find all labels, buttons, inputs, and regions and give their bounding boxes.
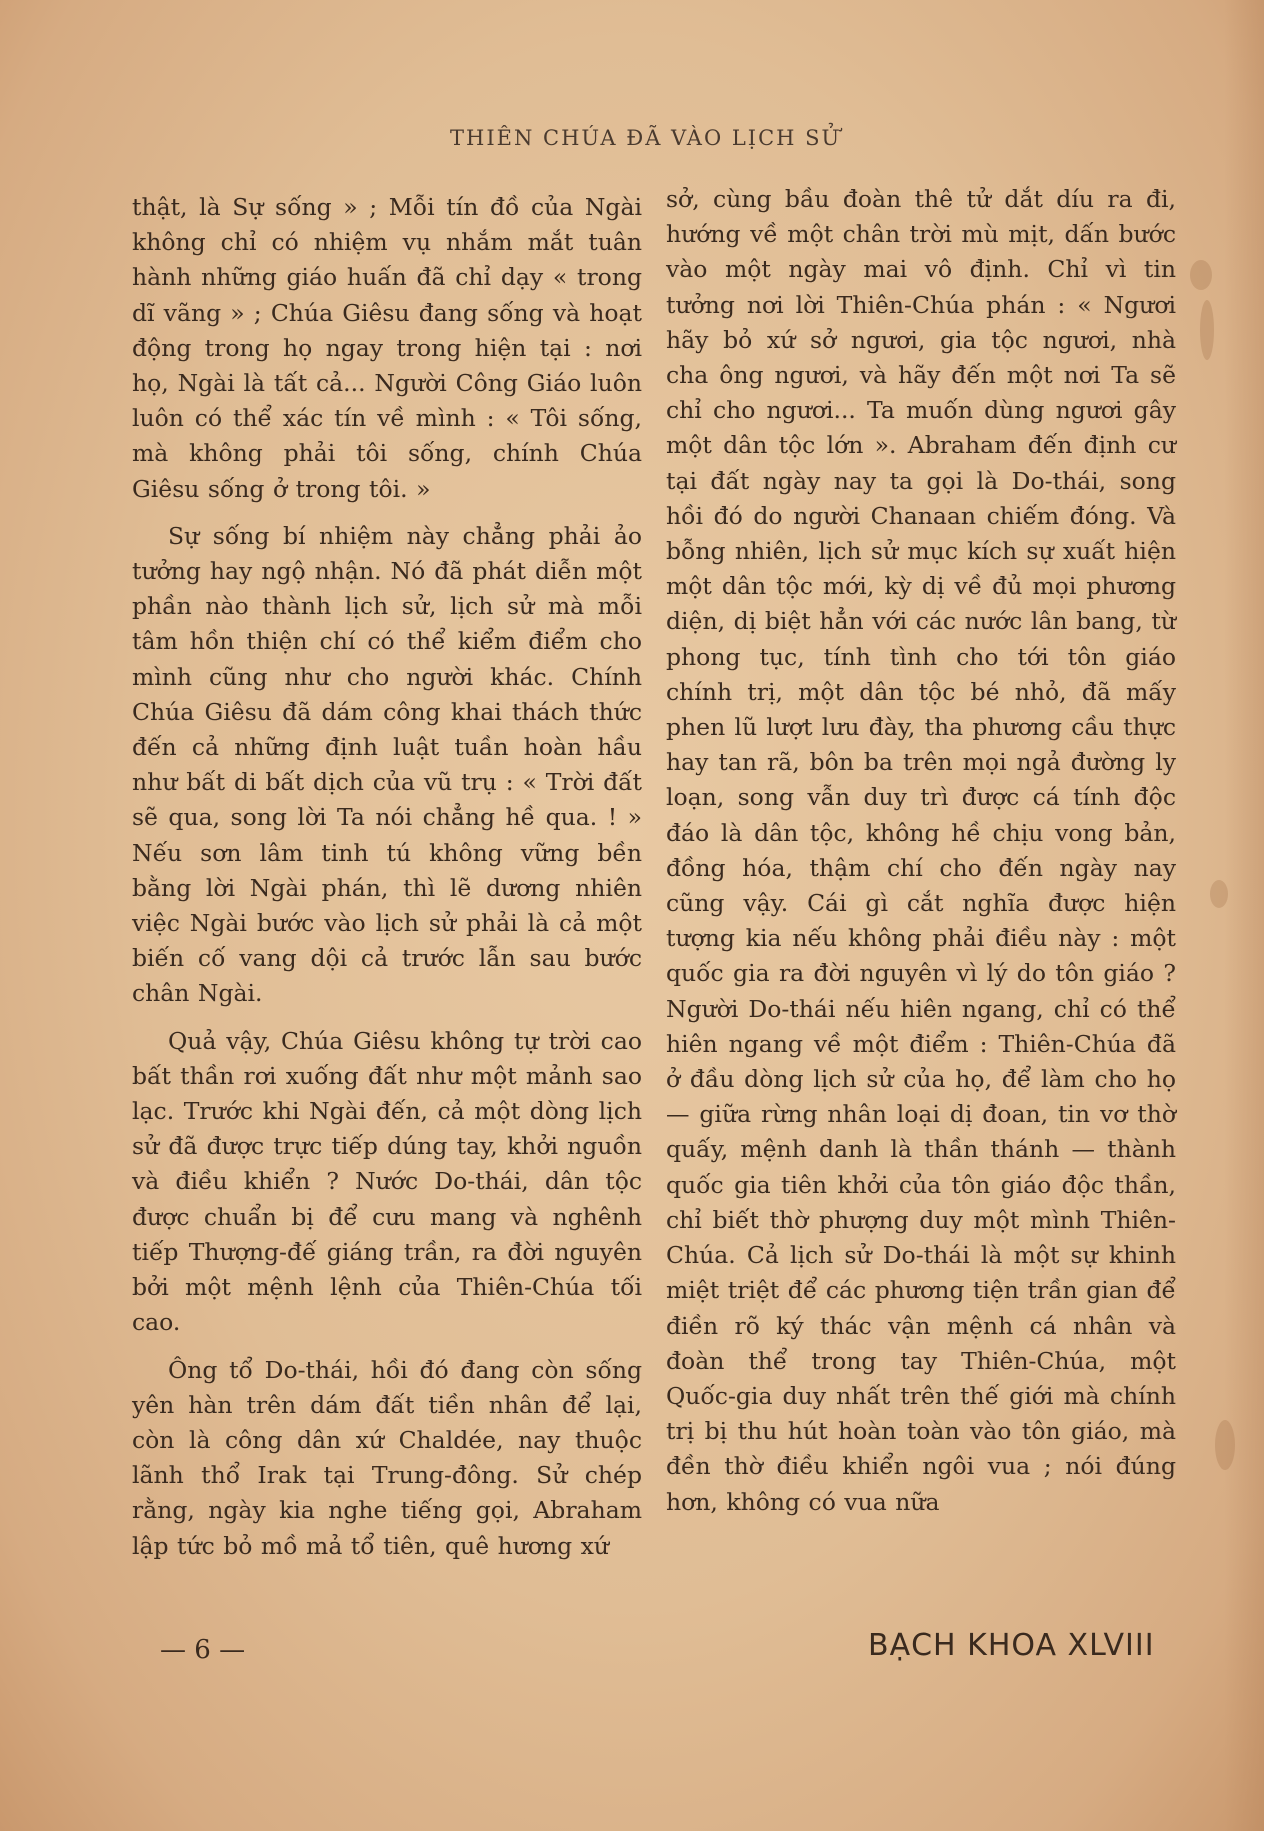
text-column-right xyxy=(666,182,1176,1520)
text-column-left xyxy=(132,190,642,1564)
paragraph: Sự sống bí nhiệm này chẳng phải ảo tưởng hay ngộ nhận. Nó đã phát diễn một phần nào thành lịch sử, lịch sử mà mỗi tâm hồn thiện chí có thể kiểm điểm cho mình cũng như cho người khác. Chính Chúa Giêsu đã dám công khai thách thức đến cả những định luật tuần hoàn hầu như bất di bất dịch của vũ trụ : « Trời đất sẽ qua, song lời Ta nói chẳng hề qua. ! » Nếu sơn lâm tinh tú không vững bền bằng lời Ngài phán, thì lẽ dương nhiên việc Ngài bước vào lịch sử phải là cả một biến cố vang dội cả trước lẫn sau bước chân Ngài. xyxy=(132,521,642,1008)
paragraph: thật, là Sự sống » ; Mỗi tín đồ của Ngài không chỉ có nhiệm vụ nhắm mắt tuân hành những giáo huấn đã chỉ dạy « trong dĩ vãng » ; Chúa Giêsu đang sống và hoạt động trong họ ngay trong hiện tại : nơi họ, Ngài là tất cả... Người Công Giáo luôn luôn có thể xác tín về mình : « Tôi sống, mà không phải tôi sống, chính Chúa Giêsu sống ở trong tôi. » xyxy=(132,193,642,503)
paper-stain xyxy=(1210,880,1228,908)
paper-stain xyxy=(1215,1420,1235,1470)
paragraph: Ông tổ Do-thái, hồi đó đang còn sống yên hàn trên dám đất tiền nhân để lại, còn là công dân xứ Chaldée, nay thuộc lãnh thổ Irak tại Trung-đông. Sử chép rằng, ngày kia nghe tiếng gọi, Abraham lập tức bỏ mồ mả tổ tiên, quê hương xứ xyxy=(132,1355,642,1560)
page-number: — 6 — xyxy=(160,1635,246,1665)
magazine-name: BẠCH KHOA XLVIII xyxy=(868,1628,1155,1663)
paragraph: sở, cùng bầu đoàn thê tử dắt díu ra đi, hướng về một chân trời mù mịt, dấn bước vào một ngày mai vô định. Chỉ vì tin tưởng nơi lời Thiên-Chúa phán : « Ngươi hãy bỏ xứ sở ngươi, gia tộc ngươi, nhà cha ông ngươi, và hãy đến một nơi Ta sẽ chỉ cho ngươi... Ta muốn dùng ngươi gây một dân tộc lớn ». Abraham đến định cư tại đất ngày nay ta gọi là Do-thái, song hồi đó do người Chanaan chiếm đóng. Và bỗng nhiên, lịch sử mục kích sự xuất hiện một dân tộc mới, kỳ dị về đủ mọi phương diện, dị biệt hẳn với các nước lân bang, từ phong tục, tính tình cho tới tôn giáo chính trị, một dân tộc bé nhỏ, đã mấy phen lũ lượt lưu đày, tha phương cầu thực hay tan rã, bôn ba trên mọi ngả đường ly loạn, song vẫn duy trì được cá tính độc đáo là dân tộc, không hề chịu vong bản, đồng hóa, thậm chí cho đến ngày nay cũng vậy. Cái gì cắt nghĩa được hiện tượng kia nếu không phải điều này : một quốc gia ra đời nguyên vì lý do tôn giáo ? Người Do-thái nếu hiên ngang, chỉ có thể hiên ngang về một điểm : Thiên-Chúa đã ở đầu dòng lịch sử của họ, để làm cho họ — giữa rừng nhân loại dị đoan, tin vơ thờ quấy, mệnh danh là thần thánh — thành quốc gia tiên khởi của tôn giáo độc thần, chỉ biết thờ phượng duy một mình Thiên-Chúa. Cả lịch sử Do-thái là một sự khinh miệt triệt để các phương tiện trần gian để điền rõ ký thác vận mệnh cá nhân và đoàn thể trong tay Thiên-Chúa, một Quốc-gia duy nhất trên thế giới mà chính trị bị thu hút hoàn toàn vào tôn giáo, mà đền thờ điều khiển ngôi vua ; nói đúng hơn, không có vua nữa xyxy=(666,185,1176,1516)
paper-stain xyxy=(1200,300,1214,360)
paragraph: Quả vậy, Chúa Giêsu không tự trời cao bất thần rơi xuống đất như một mảnh sao lạc. Trước khi Ngài đến, cả một dòng lịch sử đã được trực tiếp dúng tay, khởi nguồn và điều khiển ? Nước Do-thái, dân tộc được chuẩn bị để cưu mang và nghênh tiếp Thượng-đế giáng trần, ra đời nguyên bởi một mệnh lệnh của Thiên-Chúa tối cao. xyxy=(132,1026,642,1337)
paper-stain xyxy=(1190,260,1212,290)
running-header: THIÊN CHÚA ĐÃ VÀO LỊCH SỬ xyxy=(450,126,842,150)
